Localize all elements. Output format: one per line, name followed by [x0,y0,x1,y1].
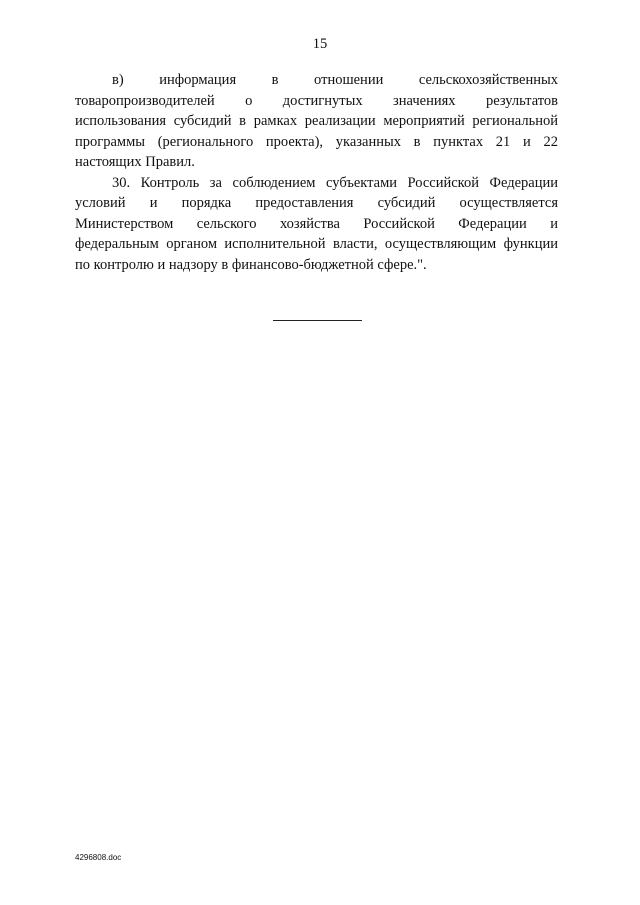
document-id-footer: 4296808.doc [75,853,122,862]
text-line: товаропроизводителей о достигнутых значениях результатов [75,92,558,109]
page-number: 15 [312,36,328,52]
text-line: Министерством сельского хозяйства Российской Федерации и [75,215,558,232]
text-line: настоящих Правил. [75,154,195,170]
document-body [75,70,558,275]
paragraph-item-30 [75,173,558,276]
end-separator-line [273,320,362,321]
text-line: 30. Контроль за соблюдением субъектами Российской Федерации [112,174,558,191]
text-line: программы (регионального проекта), указанных в пунктах 21 и 22 [75,133,558,150]
paragraph-subitem-v [75,70,558,173]
text-line: использования субсидий в рамках реализации мероприятий региональной [75,113,558,129]
text-line: федеральным органом исполнительной власти, осуществляющим функции [75,236,558,252]
text-line: условий и порядка предоставления субсидий осуществляется [75,195,558,211]
text-line: в) информация в отношении сельскохозяйственных [112,72,558,88]
text-line: по контролю и надзору в финансово-бюджетной сфере.". [75,256,427,273]
